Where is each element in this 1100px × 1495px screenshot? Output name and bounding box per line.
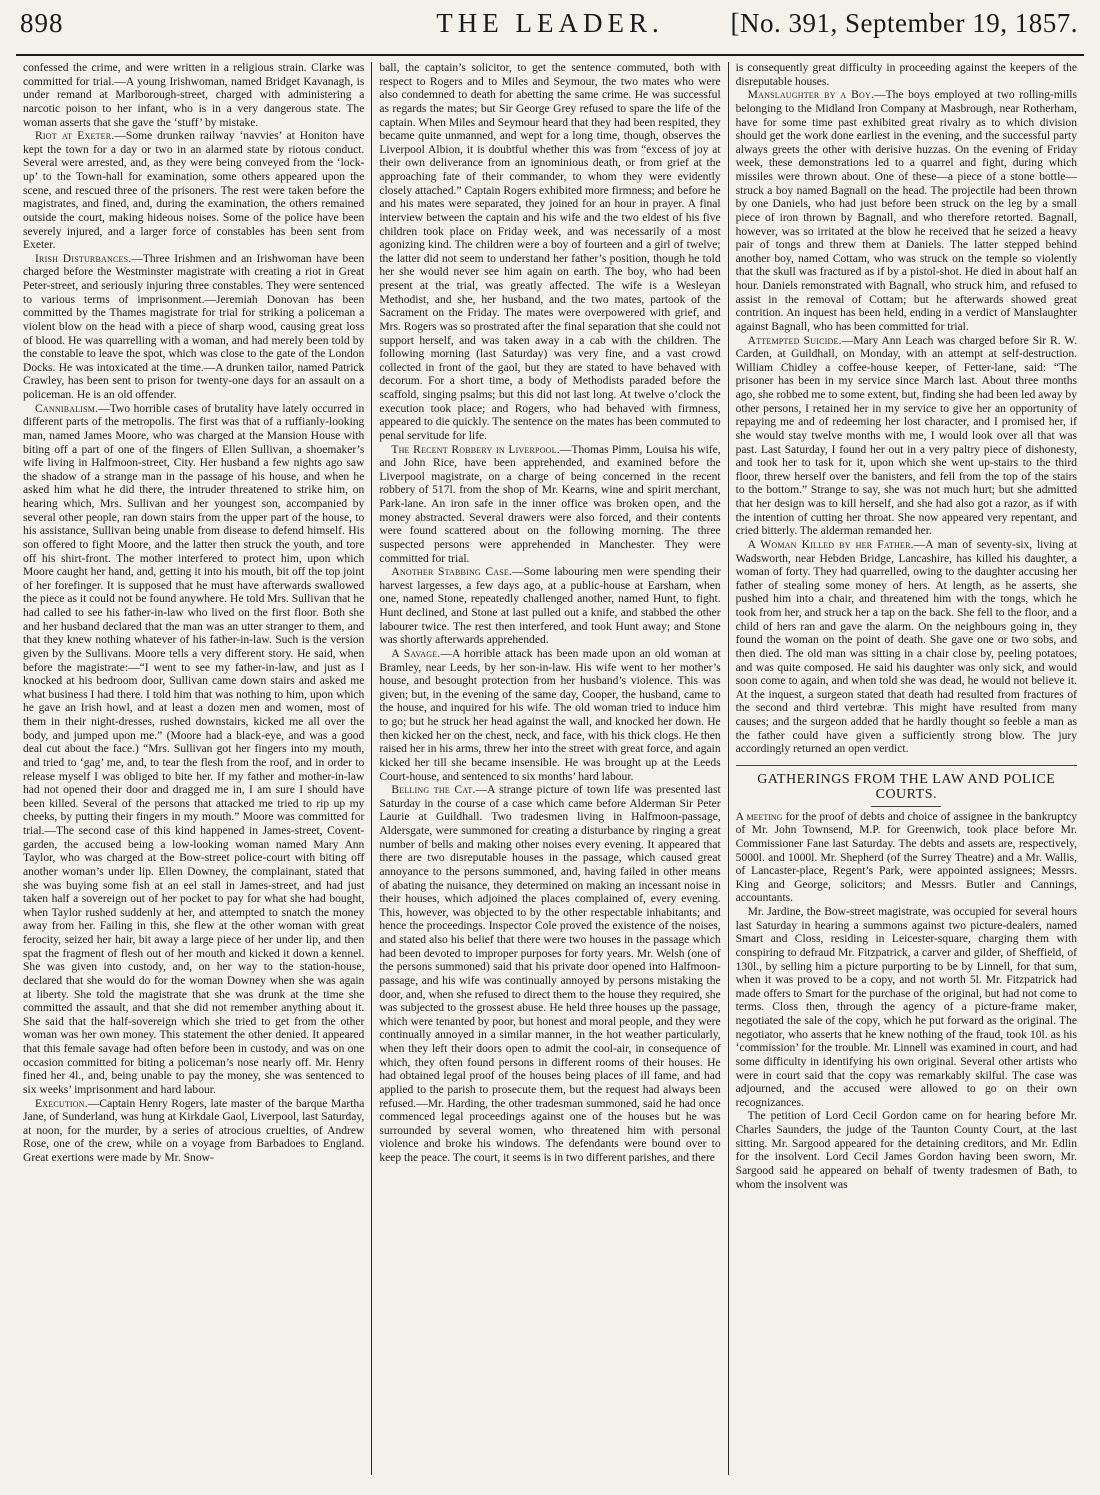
article-body: —Mary Ann Leach was charged before Sir R. W. Carden, at Guildhall, on Monday, with an attempt at self-destruction. William Chidley a coffee-house keeper, of Fetter-lane, said: “The prisoner has been in my service since March last. About three months ago, she robbed me to some extent, but, finding she had been led away by other persons, I retained her in my service to give her an opportunity of repaying me and of redeeming her lost character, and I promised her, if she would stay twelve months with me, I would look over all that was past. Last Saturday, I found her out in a very paltry piece of dishonesty, and took her to task for it, upon which she went up-stairs to the third floor, threw herself over the banisters, and fell from the top of the stairs to the bottom.” Strange to say, she was not much hurt; but she admitted that her design was to kill herself, and she had also got a razor, as if with the intention of cutting her throat. She now appeared very repentant, and cried bitterly. The alderman remanded her. [735, 334, 1077, 538]
article-body: —Three Irishmen and an Irishwoman have been charged before the Westminster magistrate with creating a riot in Great Peter-street, and seriously injuring three constables. They were sentenced to various terms of imprisonment.—Jeremiah Donovan has been committed by the Thames magistrate for trial for striking a policeman a violent blow on the head with a piece of sharp wood, causing great loss of blood. He was quarrelling with a woman, and had merely been told by the constable to leave the spot, which was close to the gate of the London Docks. He was intoxicated at the time.—A drunken tailor, named Patrick Crawley, has been sent to prison for twenty-one days for an assault on a policeman. He is an old offender. [23, 252, 365, 401]
article-body: —Captain Henry Rogers, late master of the barque Martha Jane, of Sunderland, was hung at Kirkdale Gaol, Liverpool, last Saturday, at noon, for the murder, by a series of atrocious cruelties, of Andrew Rose, one of the crew, while on a voyage from Barbadoes to England. Great exertions were made by Mr. Snow- [23, 1097, 365, 1164]
paragraph: is consequently great difficulty in proceeding against the keepers of the disreputable houses. [735, 62, 1077, 88]
article-execution [23, 1098, 364, 1166]
article-body: —A man of seventy-six, living at Wadsworth, near Hebden Bridge, Lancashire, has killed his daughter, a woman of forty. They had quarrelled, owing to the daughter accusing her father of stealing some money of hers. At length, as he asserts, she pushed him into a chair, and threatened him with the tongs, which he took from her, and struck her a tap on the back. She fell to the floor, and a child of hers ran and gave the alarm. On the neighbours going in, they found the woman on the point of death. She gave one or two sobs, and then died. The old man was sitting in a chair close by, peeling potatoes, and was quite composed. He said his daughter was only sick, and would soon come to again, and when told she was dead, he would not believe it. At the inquest, a surgeon stated that death had resulted from fractures of the second and third vertebræ. This might have resulted from many causes; and the surgeon added that he hardly thought so feeble a man as the father could have given a sufficiently strong blow. The jury accordingly returned an open verdict. [735, 538, 1077, 756]
article-heading: Manslaughter by a Boy. [747, 89, 875, 102]
lead-words: A meeting [735, 810, 783, 823]
article-heading: Execution. [35, 1097, 88, 1110]
column-2 [371, 62, 727, 1475]
article-heading: Belling the Cat. [391, 784, 476, 797]
article-cannibalism [23, 403, 364, 1098]
paragraph: ball, the captain’s solicitor, to get the sentence commuted, both with respect to Rogers and to Miles and Seymour, the two mates who were also condemned to death for abetting the same crime. He was successful as regards the mates; but Sir George Grey refused to spare the life of the captain. When Miles and Seymour heard that they had been respited, they became quite unmanned, and wept for a long time, though, observes the Liverpool Albion, it is doubtful whether this was from “excess of joy at their own deliverance from an ignominious death, or from grief at the approaching fate of their commander, to whom they were evidently closely attached.” Captain Rogers exhibited more firmness; and before he and his mates were separated, they joined for an hour in prayer. A final interview between the captain and his wife and the two eldest of his five children took place on Friday week, and was necessarily of a most agonizing kind. The children were a boy of fourteen and a girl of twelve; the latter did not seem to understand her father’s position, though he told her she would never see him again on earth. The boy, who had been present at the trial, was greatly affected. The wife is a Wesleyan Methodist, and she, her husband, and the two mates, partook of the Sacrament on the Friday. The mates were overpowered with grief, and Mrs. Rogers was so prostrated after the final separation that she could not support herself, and was taken away in a cab with the children. The following morning (last Saturday) was very fine, and a vast crowd collected in front of the gaol, but they are stated to have behaved with decorum. For a short time, a body of Methodists paraded before the scaffold, singing psalms; but this did not last long. At twelve o’clock the execution took place; and Rogers, who had behaved with firmness, appeared to die quickly. The sentence on the mates has been commuted to penal servitude for life. [379, 62, 721, 442]
article-bankruptcy-meeting [736, 811, 1077, 906]
article-body: —The boys employed at two rolling-mills belonging to the Midland Iron Company at Masbrough, near Rotherham, have for some time past exhibited great rivalry as to which division should get the work done earliest in the evening, and the successful party always greets the other with derisive huzzas. On the evening of Friday week, these demonstrations led to a quarrel and fight, during which missiles were thrown about. One of these—a piece of a stone bottle—struck a boy named Bagnall on the head. The projectile had been thrown by one Daniels, who had just before been struck on the leg by a small piece of iron thrown by Bagnall, and who therefore retorted. Bagnall, however, was so irritated at the blow he received that he seized a heavy pair of tongs and threw them at Daniels. The latter stepped behind another boy, named Cottam, who was struck on the temple so violently that the skull was fractured as if by a pistol-shot. He died in about half an hour. Daniels remonstrated with Bagnall, who struck him, and refused to assist in the removal of Cottam; but he afterwards showed great contrition. An inquest has been held, ending in a verdict of Manslaughter against Bagnall, who has been committed for trial. [735, 89, 1077, 333]
column-1 [16, 62, 371, 1475]
article-heading: A Savage. [391, 647, 441, 660]
article-body: —Some labouring men were spending their harvest largesses, a few days ago, at a public-house at Earsham, when one, named Stone, repeatedly challenged another, named Hunt, to fight. Hunt declined, and Stone at last pulled out a knife, and stabbed the other labourer twice. The rest then interfered, and took Hunt away; and Stone was shortly afterwards apprehended. [379, 566, 721, 647]
article-body: —Thomas Pimm, Louisa his wife, and John Rice, have been apprehended, and examined before the Liverpool magistrate, on a charge of being concerned in the recent robbery of 517l. from the shop of Mr. Kearns, wine and spirit merchant, Park-lane. An iron safe in the inner office was broken open, and the money abstracted. Several drawers were also forced, and their contents were found scattered about on the following morning. The three suspected persons were apprehended in Manchester. They were committed for trial. [379, 443, 721, 565]
article-heading: Cannibalism. [35, 402, 99, 415]
article-irish-disturbances [23, 253, 364, 403]
article-attempted-suicide [736, 335, 1077, 539]
article-columns [16, 62, 1084, 1475]
article-heading: Riot at Exeter. [35, 130, 115, 143]
masthead-rule [16, 54, 1084, 56]
article-body: —Some drunken railway ‘navvies’ at Honiton have kept the town for a day or two in an alarmed state by riotous conduct. Several were arrested, and, as they were being conveyed from the ‘lock-up’ to the Town-hall for examination, some others appeared upon the scene, and rescued three of the prisoners. The rest were taken before the magistrates, and fined, and, during the examination, the others remained outside the court, making hideous noises. Some of the police have been severely injured, and a larger force of constables has been sent from Exeter. [23, 130, 365, 252]
article-a-savage [379, 648, 720, 784]
article-recent-robbery [379, 444, 720, 567]
article-heading: A Woman Killed by her Father. [747, 538, 914, 551]
article-jardine: Mr. Jardine, the Bow-street magistrate, was occupied for several hours last Saturday in hearing a summons against two picture-dealers, named Smart and Closs, residing in Leicester-square, charging them with conspiring to defraud Mr. Fitzpatrick, a carver and gilder, of Sheffield, of 130l., by selling him a picture purporting to be by Linnell, for that sum, when it was proved to be a copy, and not worth 5l. Mr. Fitzpatrick had made offers to Smart for the purchase of the original, but had not come to terms. Closs then, through the agency of a picture-frame maker, negotiated the sale of the copy, which he put forward as the original. The negotiator, who asserts that he knew nothing of the fraud, took 10l. as his ‘commission’ for the trouble. Mr. Linnell was examined in court, and had some difficulty in identifying his own original. Several other artists who were in court said that the copy was remarkably skilful. The case was adjourned, and the accused were allowed to go on their own recognizances. [735, 906, 1077, 1109]
article-heading: The Recent Robbery in Liverpool. [391, 443, 560, 456]
article-heading: Irish Disturbances. [35, 252, 132, 265]
article-heading: Another Stabbing Case. [391, 566, 513, 579]
article-belling-the-cat [379, 784, 720, 1166]
article-woman-killed [736, 539, 1077, 757]
article-body: —A strange picture of town life was presented last Saturday in the course of a case which came before Alderman Sir Peter Laurie at Guildhall. Two tradesmen living in Halfmoon-passage, Aldersgate, were summoned for creating a disturbance by ringing a great number of bells and making other noises every evening. It appeared that there are two disreputable houses in the passage, which caused great annoyance to the persons summoned, and, having failed in other means of abating the nuisance, they determined on making an incessant noise in their houses, which adjoined the places complained of, every evening. This, however, was objected to by the other respectable inhabitants; and hence the proceedings. Inspector Cole proved the existence of the noises, and stated also his belief that there were two houses in the passage which had been devoted to improper purposes for forty years. Mr. Welsh (one of the persons summoned) said that his private door opened into Halfmoon-passage, and his wife was continually annoyed by persons mistaking the door, and, when she refused to direct them to the house they required, she was subjected to the grossest abuse. He held three houses up the passage, which were tenanted by poor, but honest and moral people, and they were continually annoyed in a similar manner, in the hot weather particularly, when they left their doors open to admit the cool-air, in consequence of which, they often found persons in different rooms of their houses. He had obtained legal proof of the houses being places of ill fame, and had applied to the parish to prosecute them, but the request had always been refused.—Mr. Harding, the other tradesman summoned, said he had once commenced legal proceedings against one of the houses but he was surrounded by several women, who threatened him with personal violence and broke his windows. The defendants were bound over to keep the peace. The court, it seems is in two different parishes, and there [379, 784, 721, 1164]
article-riot-at-exeter [23, 130, 364, 253]
section-rule [871, 806, 941, 807]
masthead [16, 0, 1084, 60]
article-gordon-petition: The petition of Lord Cecil Gordon came on for hearing before Mr. Charles Saunders, the judge of the Taunton County Court, at the last sitting. Mr. Sargood appeared for the detaining creditors, and Mr. Edlin for the insolvent. Lord Cecil James Gordon having been sworn, Mr. Sargood said he appeared on behalf of twenty tradesmen of Bath, to whom the insolvent was [735, 1110, 1077, 1191]
issue-date: [No. 391, September 19, 1857. [730, 8, 1078, 38]
article-body: —A horrible attack has been made upon an old woman at Bramley, near Leeds, by her son-in-law. His wife went to her mother’s house, and besought protection from her husband’s violence. This was given; but, in the evening of the same day, Cooper, the husband, came to the house, and inquired for his wife. The old woman tried to induce him to go; but he struck her head against the wall, and knocked her down. He then kicked her on the chest, neck, and face, with his thick clogs. He then raised her in his arms, threw her into the street with great force, and again kicked her till she became insensible. He was brought up at the Leeds Court-house, and sentenced to six months’ hard labour. [379, 647, 721, 783]
article-another-stabbing [379, 566, 720, 648]
column-3 [728, 62, 1084, 1475]
section-title: GATHERINGS FROM THE LAW AND POLICE COURTS. [736, 765, 1077, 803]
article-body: for the proof of debts and choice of assignee in the bankruptcy of Mr. John Townsend, M.P. for Greenwich, took place before Mr. Commissioner Fane last Saturday. The debts and assets are, respectively, 5000l. and 1000l. Mr. Shepherd (of the Surrey Theatre) and a Mr. Wallis, of Lancaster-place, Regent’s Park, were appointed assignees; Messrs. King and George, solicitors; and Messrs. Butler and Cannings, accountants. [735, 810, 1077, 905]
article-heading: Attempted Suicide. [747, 334, 842, 347]
paragraph: confessed the crime, and were written in a religious strain. Clarke was committed for trial.—A young Irishwoman, named Bridget Kavanagh, is under remand at Marlborough-street, charged with administering a narcotic poison to her infant, who is in a very dangerous state. The woman asserts that she gave the ‘stuff’ by mistake. [23, 62, 365, 129]
page-number: 898 [20, 8, 64, 38]
article-manslaughter [736, 89, 1077, 334]
newspaper-title: THE LEADER. [436, 8, 664, 38]
article-body: —Two horrible cases of brutality have lately occurred in different parts of the metropolis. The first was that of a ruffianly-looking man, named James Moore, who was charged at the Mansion House with biting off a part of one of the fingers of Ellen Sullivan, a shoemaker’s wife living in Halfmoon-street, City. Her husband a few nights ago saw the shadow of a strange man in the passage of his house, and when he asked him what he did there, the intruder threatened to strike him, on hearing which, Mrs. Sullivan and her youngest son, accompanied by several other people, ran down stairs from the upper part of the house, to his assistance, Sullivan being unable from disease to defend himself. His son offered to fight Moore, and the latter then struck the youth, and tore off his shirt-front. The mother interfered to protect him, upon which Moore caught her hand, and, getting it into his mouth, bit off the top joint of her forefinger. It is supposed that he must have afterwards swallowed the piece as it could not be found anywhere. He told Mrs. Sullivan that he had called to see his father-in-law who lived on the first floor. Both she and her husband declared that the man was an utter stranger to them, and that they knew nothing whatever of his father-in-law. Such is the version given by the Sullivans. Moore tells a very different story. He said, when before the magistrate:—“I went to see my father-in-law, and just as I knocked at his bedroom door, Sullivan came down stairs and asked me what business I had there. I told him that was nothing to him, upon which he gave an Irish howl, and at least a dozen men and women, most of them in their night-dresses, rushed downstairs, kicked me all over the body, and jumped upon me.” (Moore had a black-eye, and was a good deal cut about the face.) “Mrs. Sullivan got her fingers into my mouth, and tried to ‘gag’ me, and, to tear the flesh from the roof, and in order to release myself I was obliged to bite her. If my father and mother-in-law had not opened their door and dragged me in, I am sure I should have been killed. Several of the persons that attacked me tried to rip up my cheeks, by putting their fingers in my mouth.” Moore was committed for trial.—The second case of this kind happened in James-street, Covent-garden, the accused being a low-looking woman named Mary Ann Taylor, who was charged at the Bow-street police-court with biting off another woman’s under lip. Ellen Downey, the complainant, stated that she was buying some fish at an eel stall in James-street, and had just taken half a sovereign out of her pocket to pay for what she had bought, when Taylor rushed suddenly at her, and attempted to snatch the money away from her. Failing in this, she flew at the other woman with great ferocity, seized her hair, bit away a large piece of her under lip, and then spat the fragment of flesh out of her mouth and kicked it down a kennel. She was given into custody, and, on her way to the station-house, declared that she would do for the woman Downey when she was again at liberty. She told the magistrate that she was drunk at the time she committed the assault, and that she did not remember anything about it. She said that the half-sovereign which she tried to get from the other woman was her own money. This statement the other denied. It appeared that this female savage had often before been in custody, and was on one occasion committed for biting a policeman’s nose nearly off. Mr. Henry fined her 4l., and, being unable to pay the money, she was sentenced to six weeks’ imprisonment and hard labour. [23, 402, 365, 1096]
